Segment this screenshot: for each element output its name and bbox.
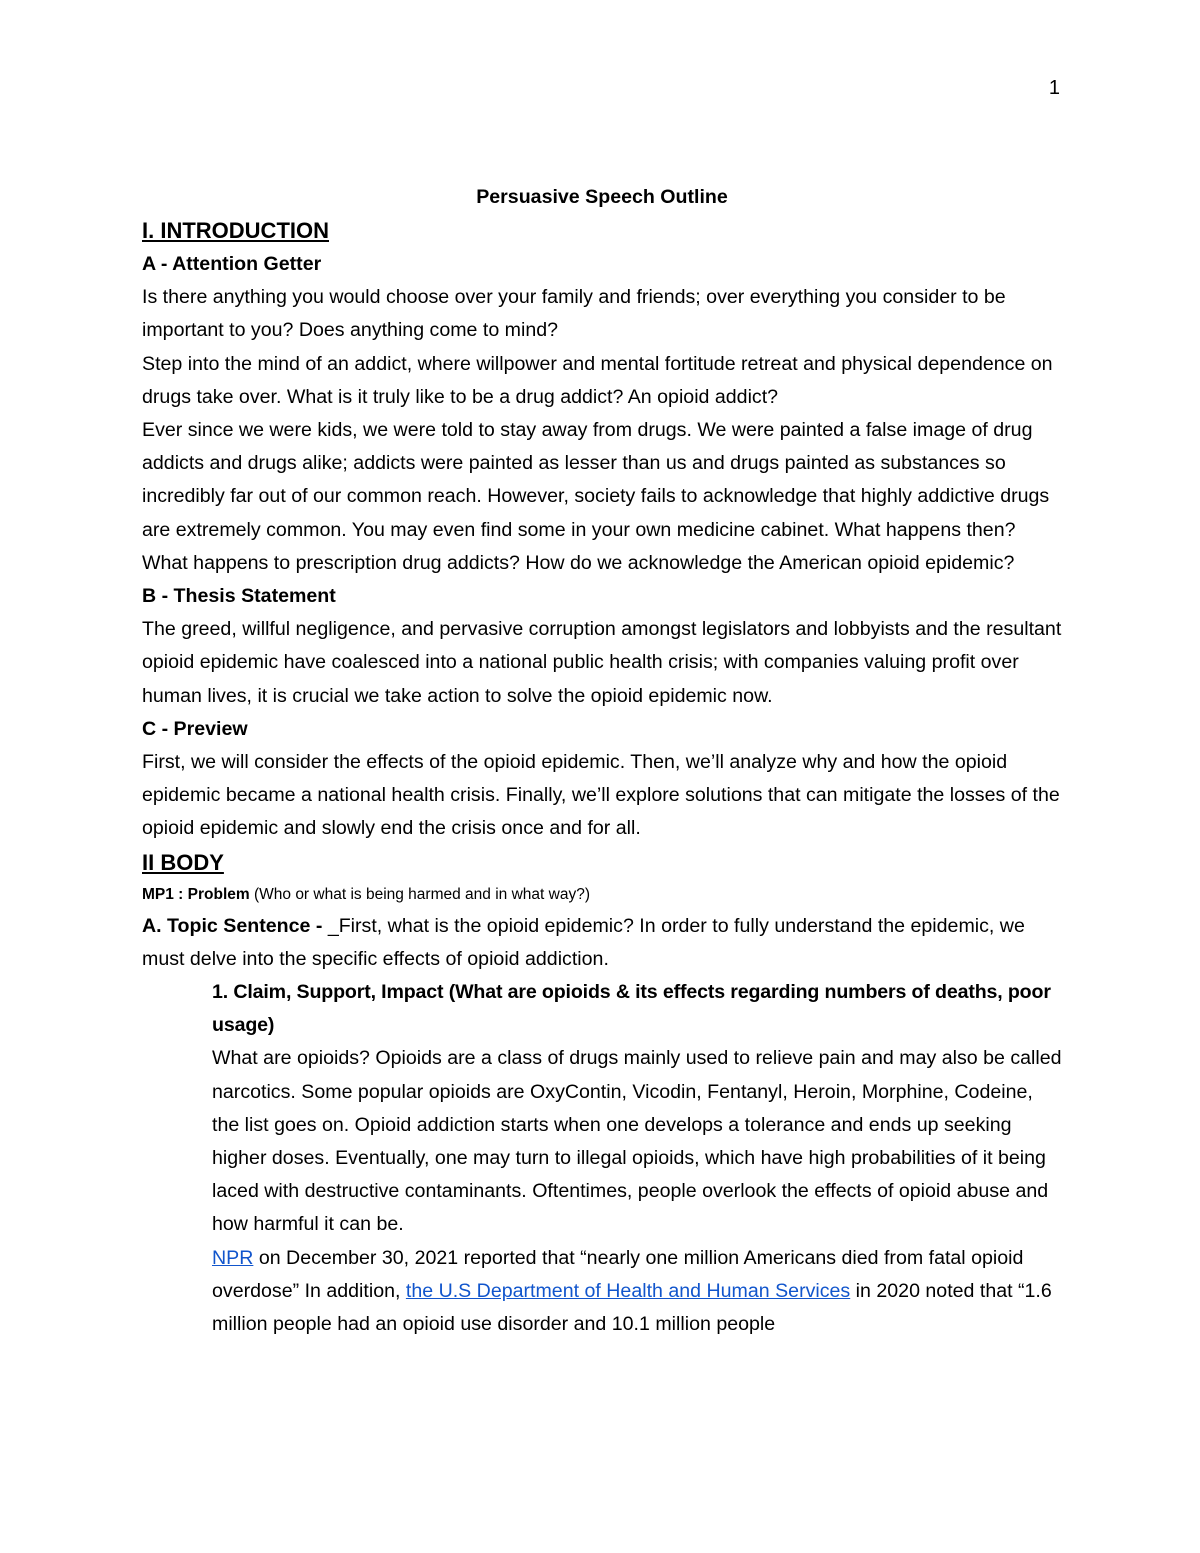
topic-sentence-label: A. Topic Sentence - — [142, 914, 328, 937]
attention-paragraph-3: Ever since we were kids, we were told to stay away from drugs. We were painted a false image of drug addicts and drugs alike; addicts were painted as lesser than us and drugs painted as substances so incredibly far out of our common reach. However, society fails to acknowledge that highly addictive drugs are extremely common. You may even find some in your own medicine cabinet. What happens then? What happens to prescription drug addicts? How do we acknowledge the American opioid epidemic? — [142, 419, 1050, 574]
body-section — [142, 846, 1062, 1342]
page-number: 1 — [1048, 77, 1060, 99]
preview-label: C - Preview — [142, 717, 248, 740]
document-body — [142, 180, 1062, 1341]
introduction-section — [142, 214, 1062, 846]
claim-heading: 1. Claim, Support, Impact (What are opioids & its effects regarding numbers of deaths, poor usage) — [212, 981, 1051, 1037]
evidence-text — [212, 1242, 1062, 1342]
document-title: Persuasive Speech Outline — [476, 186, 728, 208]
preview-text: First, we will consider the effects of the opioid epidemic. Then, we’ll analyze why and how the opioid epidemic became a national health crisis. Finally, we’ll explore solutions that can mitigate the losses of the opioid epidemic and slowly end the crisis once and for all. — [142, 751, 1060, 840]
topic-sentence — [142, 910, 1062, 976]
introduction-heading: I. INTRODUCTION — [142, 218, 329, 243]
thesis-text: The greed, willful negligence, and pervasive corruption amongst legislators and lobbyists and the resultant opioid epidemic have coalesced into a national public health crisis; with companies valuing profit over human lives, it is crucial we take action to solve the opioid epidemic now. — [142, 618, 1062, 707]
hhs-text: in 2020 noted that “1.6 million people had an opioid use disorder and 10.1 million people — [212, 1279, 1052, 1336]
hhs-link[interactable]: the U.S Department of Health and Human Services — [405, 1279, 851, 1302]
mp1-note: (Who or what is being harmed and in what way?) — [249, 885, 590, 903]
attention-paragraph-1: Is there anything you would choose over your family and friends; over everything you consider to be important to you? Does anything come to mind? — [142, 286, 1006, 342]
topic-sentence-text: _First, what is the opioid epidemic? In order to fully understand the epidemic, we must delve into the specific effects of opioid addiction. — [142, 914, 1025, 970]
body-heading: II BODY — [142, 849, 224, 875]
claim-text: What are opioids? Opioids are a class of drugs mainly used to relieve pain and may also be called narcotics. Some popular opioids are OxyContin, Vicodin, Fentanyl, Heroin, Morphine, Codeine, the list goes on. Opioid addiction starts when one develops a tolerance and ends up seeking higher doses. Eventually, one may turn to illegal opioids, which have high probabilities of it being laced with destructive contaminants. Oftentimes, people overlook the effects of opioid abuse and how harmful it can be. — [212, 1047, 1062, 1236]
mp1-label: MP1 : Problem — [142, 885, 250, 903]
npr-text: on December 30, 2021 reported that “nearly one million Americans died from fatal opioid overdose” In addition, — [212, 1246, 1024, 1302]
main-point-1 — [142, 880, 1062, 910]
claim-block — [212, 976, 1062, 1341]
thesis-label: B - Thesis Statement — [142, 585, 336, 608]
attention-getter-label: A - Attention Getter — [142, 253, 322, 275]
npr-link[interactable]: NPR — [212, 1246, 254, 1269]
attention-paragraph-2: Step into the mind of an addict, where willpower and mental fortitude retreat and physical dependence on drugs take over. What is it truly like to be a drug addict? An opioid addict? — [142, 352, 1053, 408]
